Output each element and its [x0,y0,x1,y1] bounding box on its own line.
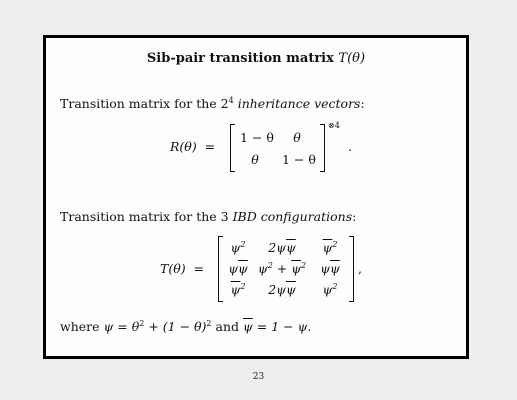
matrix-cell: 1 − θ [282,152,316,167]
matrix-cell: $\psi^2 + \overline{\psi}^2$ [257,261,307,276]
psi-definition-sup: 2 [139,319,145,328]
intro-inheritance-emph: inheritance vectors [237,96,361,111]
matrix-cell: 1 − θ [240,130,274,145]
matrix-right-bracket [320,124,325,172]
equation-period: . [348,139,352,154]
matrix-right-bracket [349,236,354,302]
psi-definition-tail: + (1 − θ) [144,319,207,334]
matrix-left-bracket [230,124,235,172]
matrix-cell: $2\psi\overline{\psi}$ [268,240,296,255]
intro-ibd [60,209,356,224]
page-number: 23 [252,372,265,382]
psibar-symbol: $\overline{\psi}$ [242,319,253,334]
matrix-cell: $\psi^2$ [322,282,338,297]
equation-comma: , [358,261,362,276]
matrix-cell: $\psi\overline{\psi}$ [320,261,340,276]
equation-r-lhs: R(θ) = [170,139,216,154]
intro-ibd-emph: IBD configurations [232,209,353,224]
matrix-cell: $2\psi\overline{\psi}$ [268,282,296,297]
slide-title-text: Sib-pair transition matrix [146,51,334,66]
psi-definition-tail-sup: 2 [206,319,212,328]
intro-inheritance-sup: 4 [228,96,234,105]
footnote-and: and [211,319,243,334]
intro-ibd-suffix: : [352,209,357,224]
psibar-definition: = 1 − ψ. [252,319,312,334]
matrix-cell: θ [293,130,301,145]
footnote-where: where [60,319,104,334]
intro-ibd-prefix: Transition matrix for the 3 [60,209,233,224]
matrix-cell: $\overline{\psi}^2$ [322,240,338,255]
slide-title [46,51,466,66]
matrix-cell: $\psi\overline{\psi}$ [228,261,248,276]
intro-inheritance [60,96,365,111]
matrix-left-bracket [218,236,223,302]
matrix-cell: $\psi^2$ [230,240,246,255]
kronecker-exponent: ⊗4 [328,121,340,130]
matrix-cell: θ [251,152,259,167]
slide-title-math: T(θ) [338,51,366,66]
psi-definition: ψ = θ [103,319,140,334]
intro-inheritance-suffix: : [360,96,365,111]
footnote-definitions [60,319,311,334]
intro-inheritance-prefix: Transition matrix for the 2 [60,96,229,111]
equation-t-lhs: T(θ) = [160,261,205,276]
slide-frame [43,35,469,359]
matrix-cell: $\overline{\psi}^2$ [230,282,246,297]
